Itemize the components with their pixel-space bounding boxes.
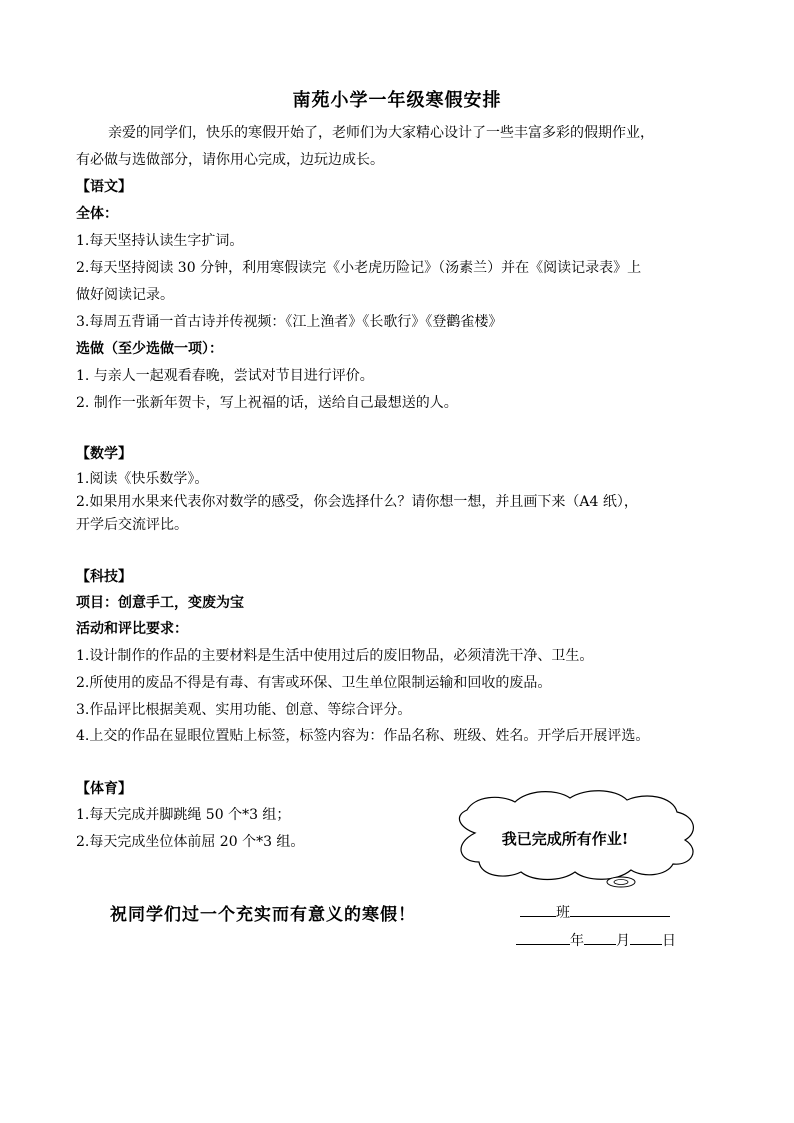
math-item-2-cont: 开学后交流评比。 [76, 517, 188, 533]
year-label: 年 [570, 933, 584, 949]
class-field [520, 902, 670, 922]
date-field [516, 930, 676, 950]
chinese-optional-label: 选做（至少选做一项）： [76, 341, 223, 357]
tech-item-2: 2.所使用的废品不得是有毒、有害或环保、卫生单位限制运输和回收的废品。 [76, 675, 552, 691]
chinese-optional-item-1: 1. 与亲人一起观看春晚，尝试对节目进行评价。 [76, 368, 374, 384]
pe-item-2: 2.每天完成坐位体前屈 20 个*3 组。 [76, 834, 305, 850]
math-heading: 【数学】 [76, 446, 132, 462]
closing-message: 祝同学们过一个充实而有意义的寒假！ [110, 905, 416, 925]
tech-item-1: 1.设计制作的作品的主要材料是生活中使用过后的废旧物品，必须清洗干净、卫生。 [76, 648, 594, 664]
pe-item-1: 1.每天完成并脚跳绳 50 个*3 组； [76, 807, 291, 823]
tech-item-3: 3.作品评比根据美观、实用功能、创意、等综合评分。 [76, 702, 412, 718]
chinese-item-2: 2.每天坚持阅读 30 分钟，利用寒假读完《小老虎历险记》（汤素兰）并在《阅读记录表》上 [76, 260, 642, 276]
math-item-1: 1.阅读《快乐数学》。 [76, 471, 209, 487]
class-blank [520, 902, 556, 917]
cloud-text: 我已完成所有作业! [501, 830, 629, 848]
math-item-2: 2.如果用水果来代表你对数学的感受，你会选择什么？请你想一想，并且画下来（A4 纸）， [76, 494, 638, 510]
intro-line-1: 亲爱的同学们，快乐的寒假开始了，老师们为大家精心设计了一些丰富多彩的假期作业， [108, 125, 654, 141]
chinese-optional-item-2: 2. 制作一张新年贺卡，写上祝福的话，送给自己最想送的人。 [76, 395, 458, 411]
chinese-item-1: 1.每天坚持认读生字扩词。 [76, 233, 244, 249]
day-blank [630, 930, 662, 945]
month-blank [584, 930, 616, 945]
tech-item-4: 4.上交的作品在显眼位置贴上标签，标签内容为：作品名称、班级、姓名。开学后开展评选。 [76, 728, 650, 744]
class-label: 班 [556, 905, 570, 921]
chinese-item-2-cont: 做好阅读记录。 [76, 287, 174, 303]
tech-requirements-label: 活动和评比要求： [76, 621, 188, 637]
chinese-heading: 【语文】 [76, 179, 132, 195]
page-title: 南苑小学一年级寒假安排 [292, 90, 502, 111]
class-name-blank [570, 902, 670, 917]
chinese-all-label: 全体： [76, 206, 118, 222]
month-label: 月 [616, 933, 630, 949]
chinese-item-3: 3.每周五背诵一首古诗并传视频：《江上渔者》《长歌行》《登鹳雀楼》 [76, 314, 503, 330]
year-blank [516, 930, 570, 945]
pe-heading: 【体育】 [76, 781, 132, 797]
intro-line-2: 有必做与选做部分，请你用心完成，边玩边成长。 [76, 152, 384, 168]
tech-project: 项目：创意手工，变废为宝 [76, 595, 244, 611]
tech-heading: 【科技】 [76, 569, 132, 585]
day-label: 日 [662, 933, 676, 949]
